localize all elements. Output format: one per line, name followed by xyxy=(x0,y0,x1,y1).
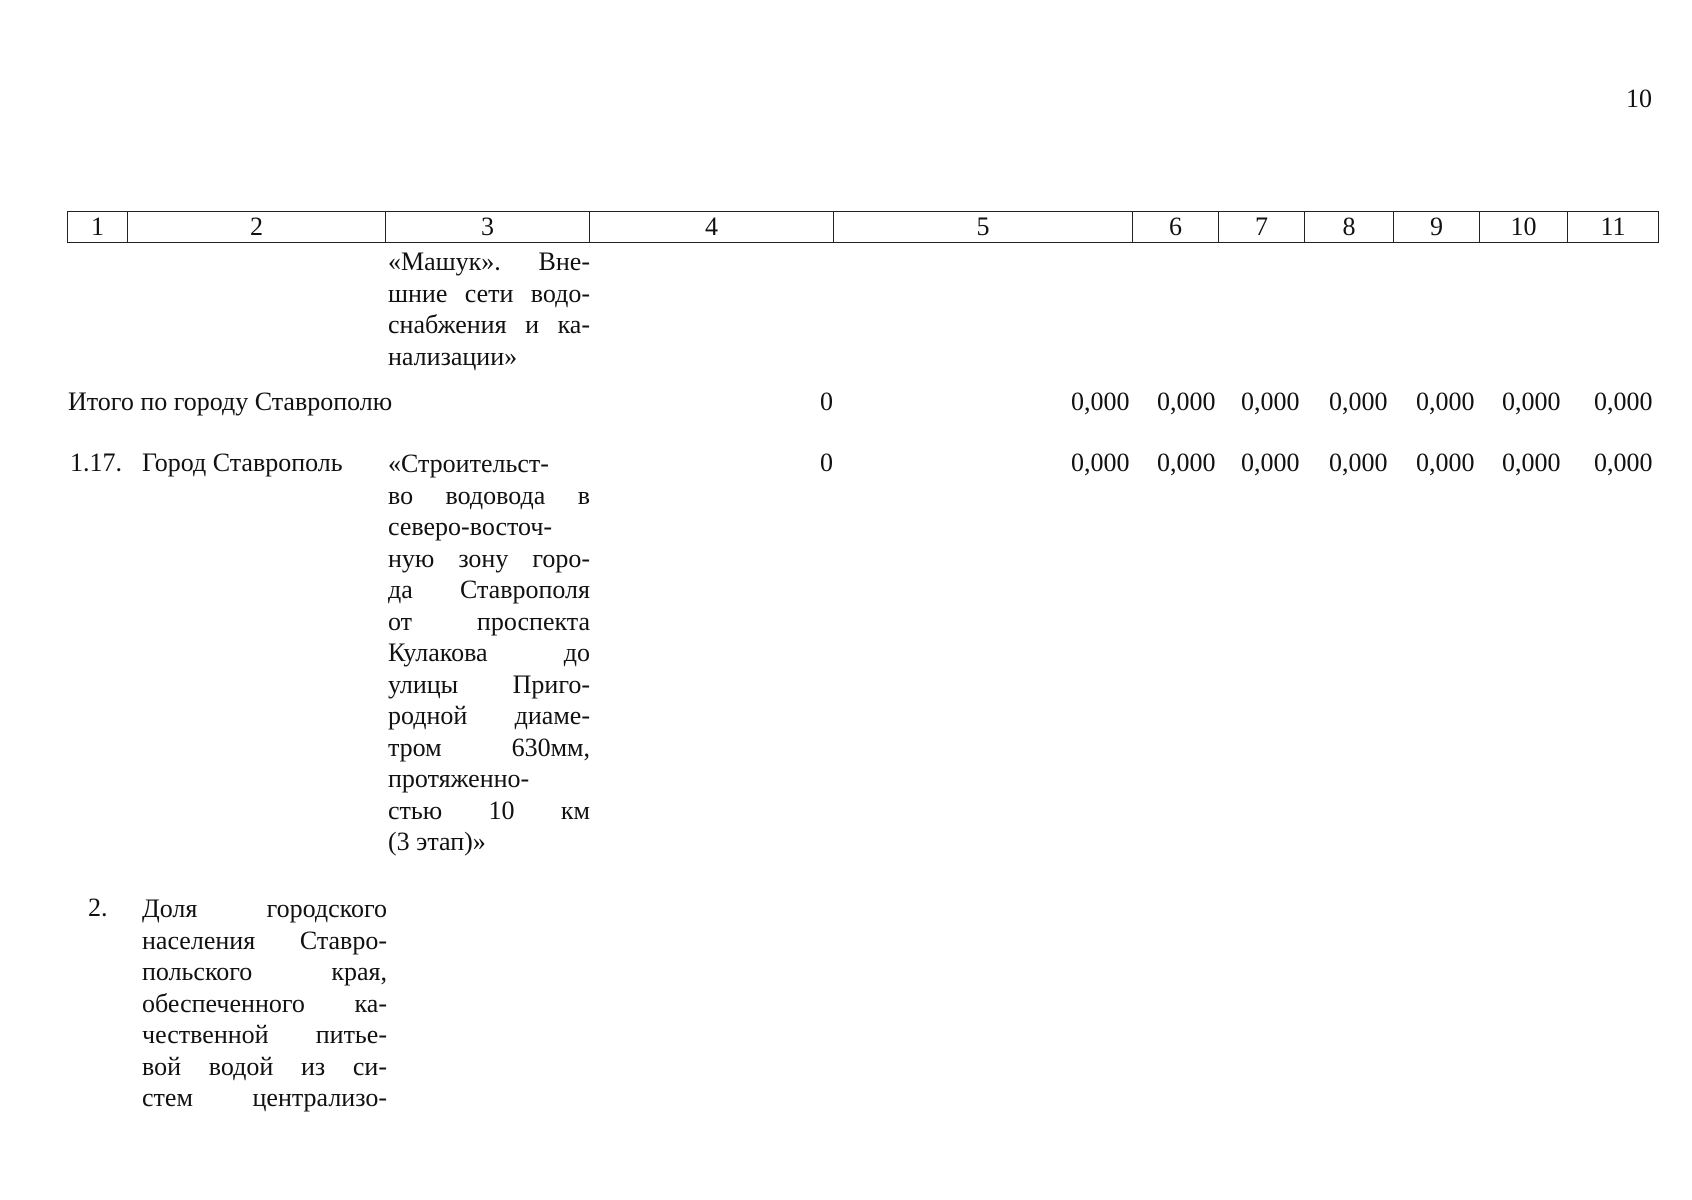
row-value: 0,000 xyxy=(1157,448,1216,477)
row-city: Город Ставрополь xyxy=(142,448,343,477)
total-row-label: Итого по городу Ставрополю xyxy=(68,387,393,416)
total-row-value: 0,000 xyxy=(1594,387,1653,416)
row-indicator-text: Доля городского населения Ставро- польского края, обеспеченного ка- чественной питье- вой водой из си- стем централизо- xyxy=(142,894,387,1112)
total-row-col4: 0 xyxy=(820,387,833,416)
total-row-value: 0,000 xyxy=(1329,387,1388,416)
row-value: 0,000 xyxy=(1502,448,1561,477)
total-row-value: 0,000 xyxy=(1157,387,1216,416)
row-number: 1.17. xyxy=(70,448,122,477)
column-header-cell: 2 xyxy=(128,212,386,243)
row-value: 0,000 xyxy=(1071,448,1130,477)
column-header-cell: 7 xyxy=(1219,212,1305,243)
column-header-cell: 11 xyxy=(1568,212,1659,243)
total-row-value: 0,000 xyxy=(1071,387,1130,416)
column-header-table xyxy=(67,211,1659,243)
column-header-cell: 6 xyxy=(1133,212,1219,243)
total-row-value: 0,000 xyxy=(1241,387,1300,416)
page-number: 10 xyxy=(1626,84,1652,113)
column-header-cell: 8 xyxy=(1305,212,1394,243)
column-header-cell: 1 xyxy=(68,212,128,243)
total-row-value: 0,000 xyxy=(1416,387,1475,416)
column-header-cell: 5 xyxy=(834,212,1133,243)
total-row-value: 0,000 xyxy=(1502,387,1561,416)
row-value: 0,000 xyxy=(1594,448,1653,477)
row-value: 0,000 xyxy=(1329,448,1388,477)
column-header-row xyxy=(68,212,1659,243)
row-project-text: «Строительст- во водовода в северо-восточ- ную зону горо- да Ставрополя от проспекта Кулакова до улицы Приго- родной диаме- тром 630мм, протяженно- стью 10 км (3 этап)» xyxy=(388,449,590,856)
column-header-cell: 10 xyxy=(1480,212,1568,243)
continued-row-project-text: «Машук». Вне- шние сети водо- снабжения и ка- нализации» xyxy=(388,247,590,371)
row-number: 2. xyxy=(88,893,108,922)
row-col4: 0 xyxy=(820,448,833,477)
column-header-cell: 9 xyxy=(1394,212,1480,243)
column-header-cell: 3 xyxy=(386,212,590,243)
row-value: 0,000 xyxy=(1416,448,1475,477)
column-header-cell: 4 xyxy=(590,212,834,243)
row-value: 0,000 xyxy=(1241,448,1300,477)
